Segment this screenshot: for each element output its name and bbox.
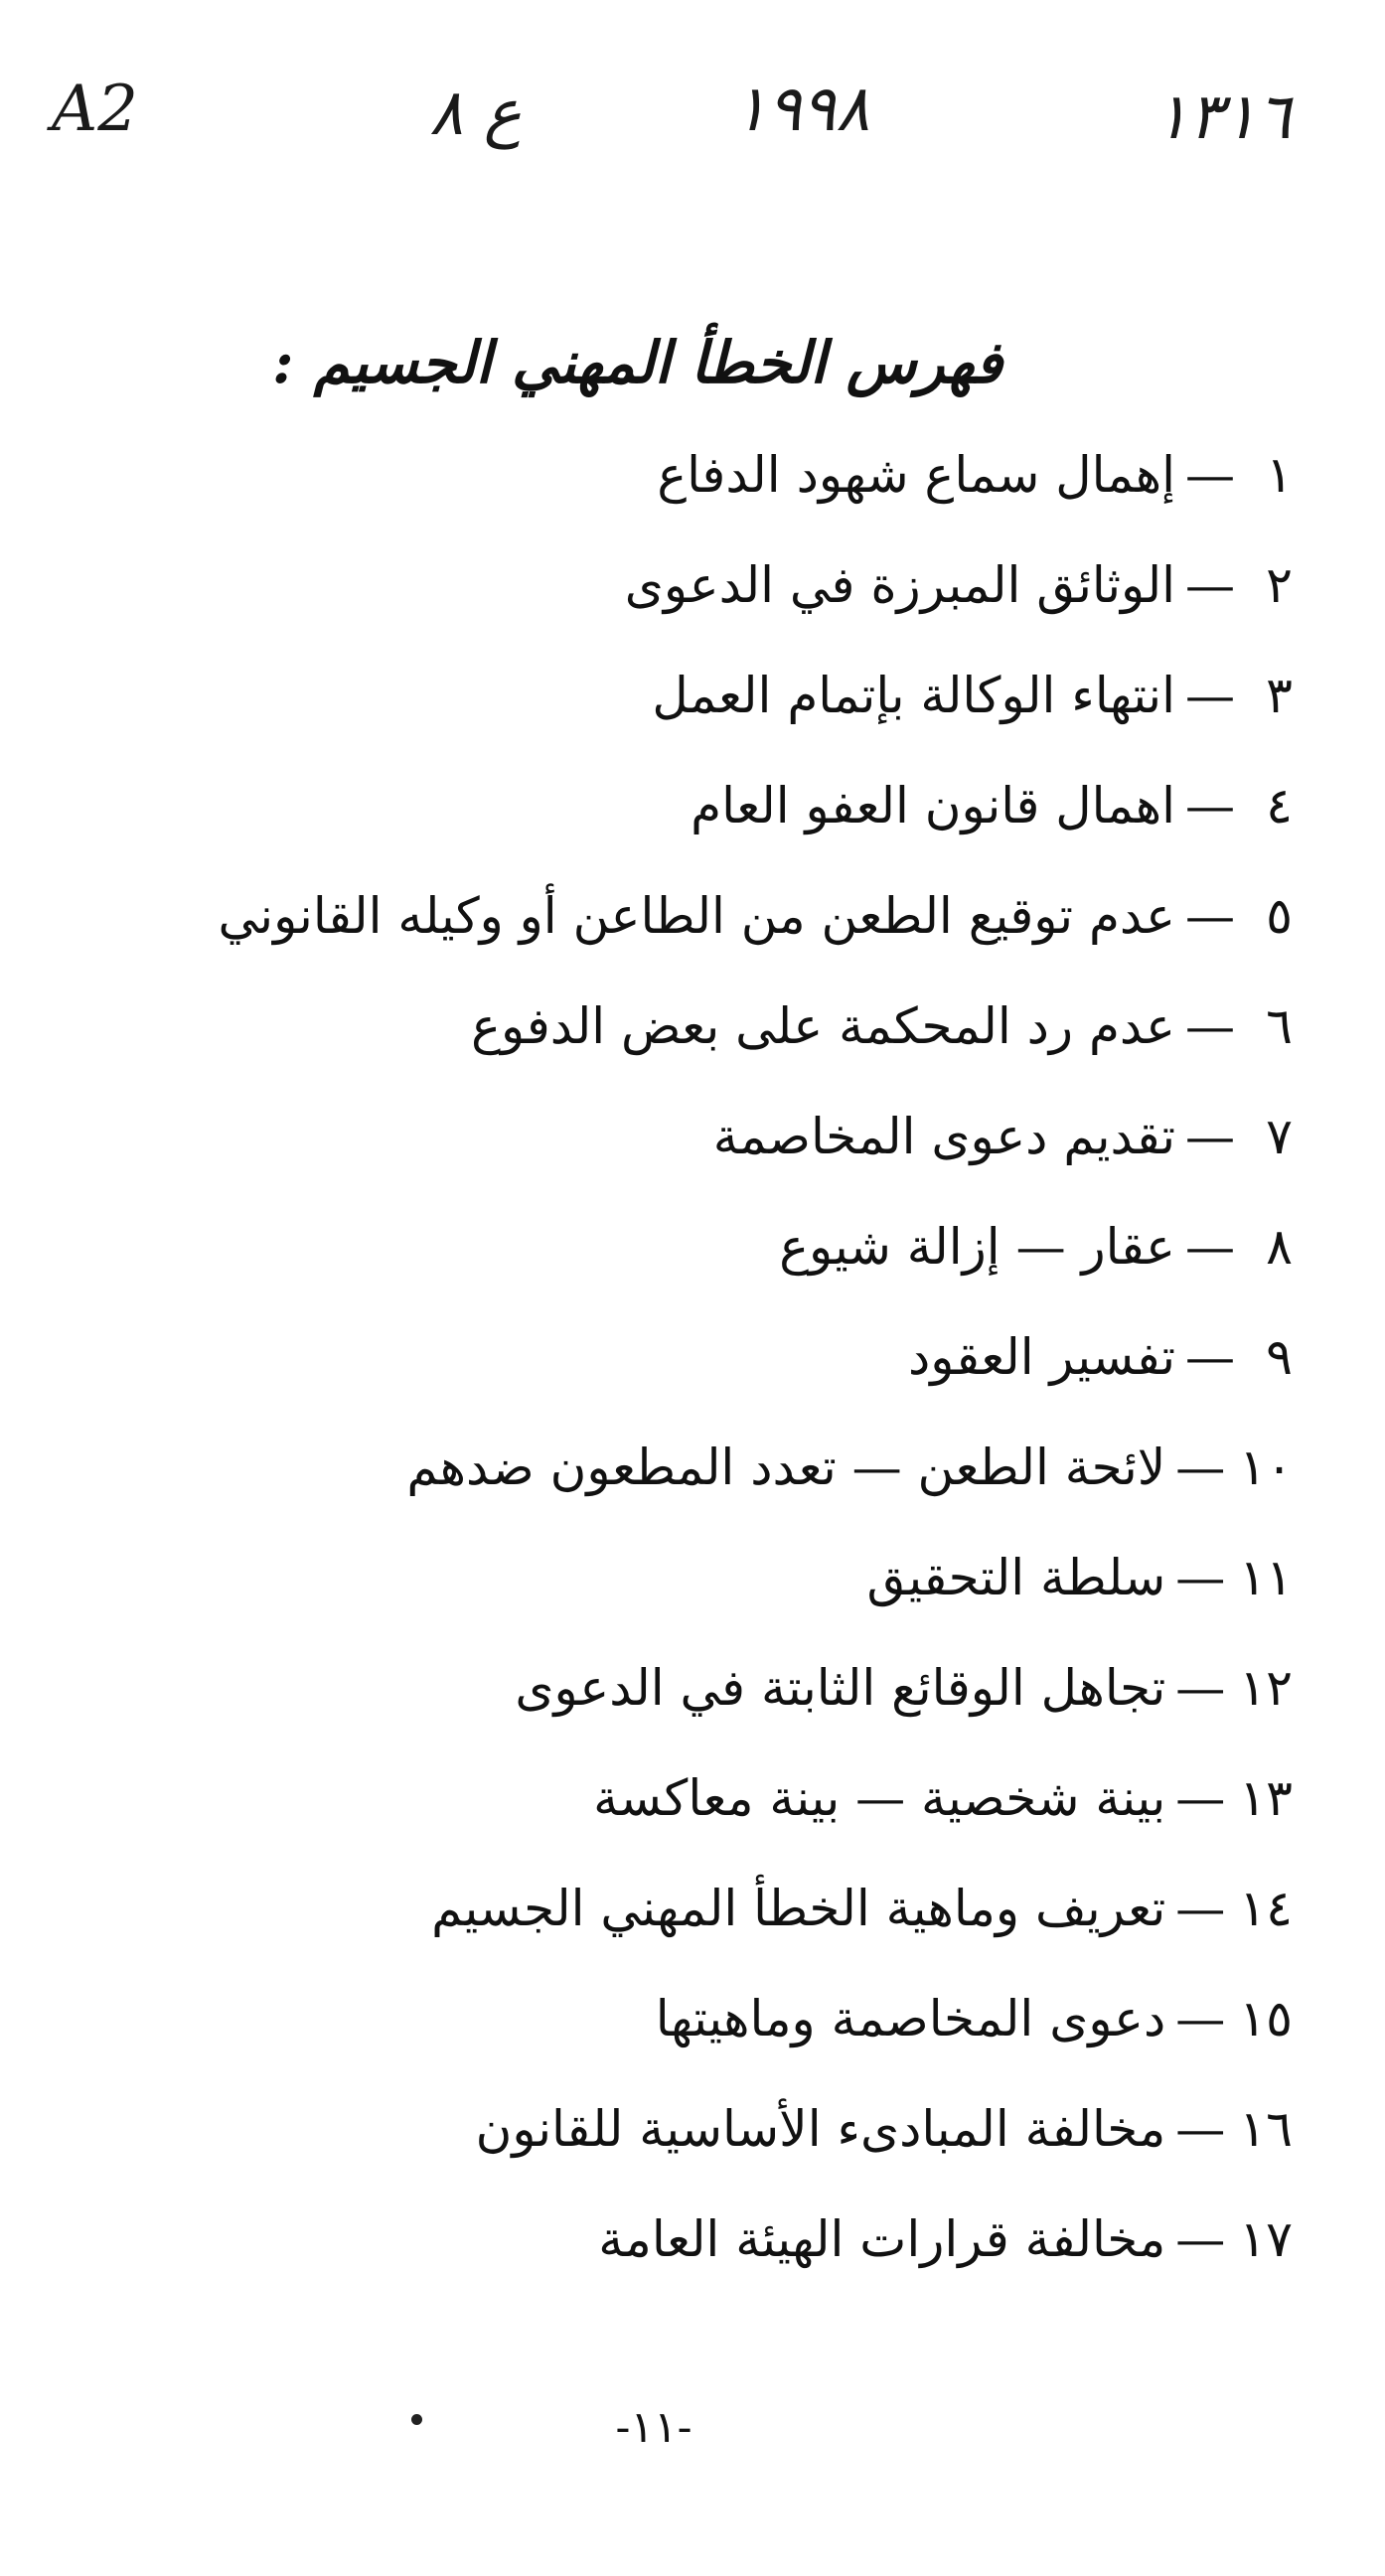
entry-dash: — — [1185, 997, 1235, 1055]
index-list — [41, 445, 1293, 2320]
index-entry — [41, 445, 1293, 555]
entry-text: تجاهل الوقائع الثابتة في الدعوى — [515, 1659, 1166, 1717]
index-entry — [41, 555, 1293, 666]
entry-number: ٨ — [1266, 1218, 1293, 1276]
entry-dash: — — [1185, 1108, 1235, 1165]
index-entry — [41, 1548, 1293, 1658]
entry-text: تقديم دعوى المخاصمة — [712, 1108, 1175, 1165]
entry-text: سلطة التحقيق — [866, 1549, 1166, 1606]
index-entry — [41, 1217, 1293, 1327]
entry-text: مخالفة قرارات الهيئة العامة — [598, 2210, 1166, 2268]
page-number: -١١- — [615, 2402, 692, 2453]
index-entry — [41, 1989, 1293, 2099]
entry-text: تعريف وماهية الخطأ المهني الجسيم — [431, 1880, 1166, 1937]
entry-dash: — — [1175, 1990, 1226, 2047]
entry-dash: — — [1175, 1769, 1226, 1827]
entry-number: ١٢ — [1239, 1659, 1293, 1717]
entry-number: ٧ — [1266, 1108, 1293, 1165]
handwritten-year: ١٩٩٨ — [733, 73, 870, 146]
entry-number: ١٥ — [1239, 1990, 1293, 2047]
handwritten-code: A2 — [52, 73, 138, 146]
entry-dash: — — [1175, 2210, 1226, 2268]
entry-dash: — — [1185, 887, 1235, 945]
entry-dash: — — [1175, 2100, 1226, 2158]
entry-text: لائحة الطعن — تعدد المطعون ضدهم — [406, 1439, 1166, 1496]
entry-text: عدم توقيع الطعن من الطاعن أو وكيله القانوني — [218, 887, 1175, 945]
page-title: فهرس الخطأ المهني الجسيم : — [272, 329, 1002, 396]
entry-number: ١٣ — [1239, 1769, 1293, 1827]
index-entry — [41, 1658, 1293, 1768]
index-entry — [41, 666, 1293, 776]
stray-dot — [411, 2414, 422, 2425]
entry-dash: — — [1185, 777, 1235, 834]
entry-text: مخالفة المبادىء الأساسية للقانون — [475, 2100, 1166, 2158]
index-entry — [41, 1327, 1293, 1438]
entry-number: ٩ — [1266, 1328, 1293, 1386]
entry-text: الوثائق المبرزة في الدعوى — [624, 556, 1175, 614]
entry-dash: — — [1185, 1328, 1235, 1386]
handwritten-header — [0, 73, 1385, 197]
handwritten-issue: ع ٨ — [429, 76, 522, 150]
entry-dash: — — [1185, 446, 1235, 504]
entry-text: بينة شخصية — بينة معاكسة — [593, 1769, 1166, 1827]
index-entry — [41, 2099, 1293, 2209]
index-entry — [41, 776, 1293, 886]
entry-number: ١٠ — [1239, 1439, 1293, 1496]
index-entry — [41, 996, 1293, 1107]
index-entry — [41, 1768, 1293, 1879]
entry-dash: — — [1175, 1439, 1226, 1496]
entry-dash: — — [1185, 1218, 1235, 1276]
handwritten-reference: ١٣١٦ — [1154, 80, 1292, 154]
entry-text: عقار — إزالة شيوع — [779, 1218, 1175, 1276]
entry-number: ٥ — [1266, 887, 1293, 945]
entry-dash: — — [1185, 556, 1235, 614]
entry-text: عدم رد المحكمة على بعض الدفوع — [471, 997, 1175, 1055]
entry-number: ٣ — [1266, 667, 1293, 724]
index-entry — [41, 2209, 1293, 2320]
entry-text: إهمال سماع شهود الدفاع — [657, 446, 1175, 504]
entry-number: ١٤ — [1239, 1880, 1293, 1937]
entry-text: تفسير العقود — [907, 1328, 1175, 1386]
entry-number: ١ — [1266, 446, 1293, 504]
entry-number: ٢ — [1266, 556, 1293, 614]
entry-text: انتهاء الوكالة بإتمام العمل — [652, 667, 1175, 724]
entry-number: ١٦ — [1239, 2100, 1293, 2158]
entry-text: اهمال قانون العفو العام — [691, 777, 1175, 834]
entry-text: دعوى المخاصمة وماهيتها — [655, 1990, 1166, 2047]
index-entry — [41, 886, 1293, 996]
entry-dash: — — [1175, 1659, 1226, 1717]
entry-number: ١٧ — [1239, 2210, 1293, 2268]
entry-number: ٤ — [1266, 777, 1293, 834]
index-entry — [41, 1107, 1293, 1217]
entry-dash: — — [1175, 1880, 1226, 1937]
entry-number: ٦ — [1266, 997, 1293, 1055]
index-entry — [41, 1879, 1293, 1989]
entry-number: ١١ — [1239, 1549, 1293, 1606]
index-entry — [41, 1438, 1293, 1548]
entry-dash: — — [1185, 667, 1235, 724]
entry-dash: — — [1175, 1549, 1226, 1606]
